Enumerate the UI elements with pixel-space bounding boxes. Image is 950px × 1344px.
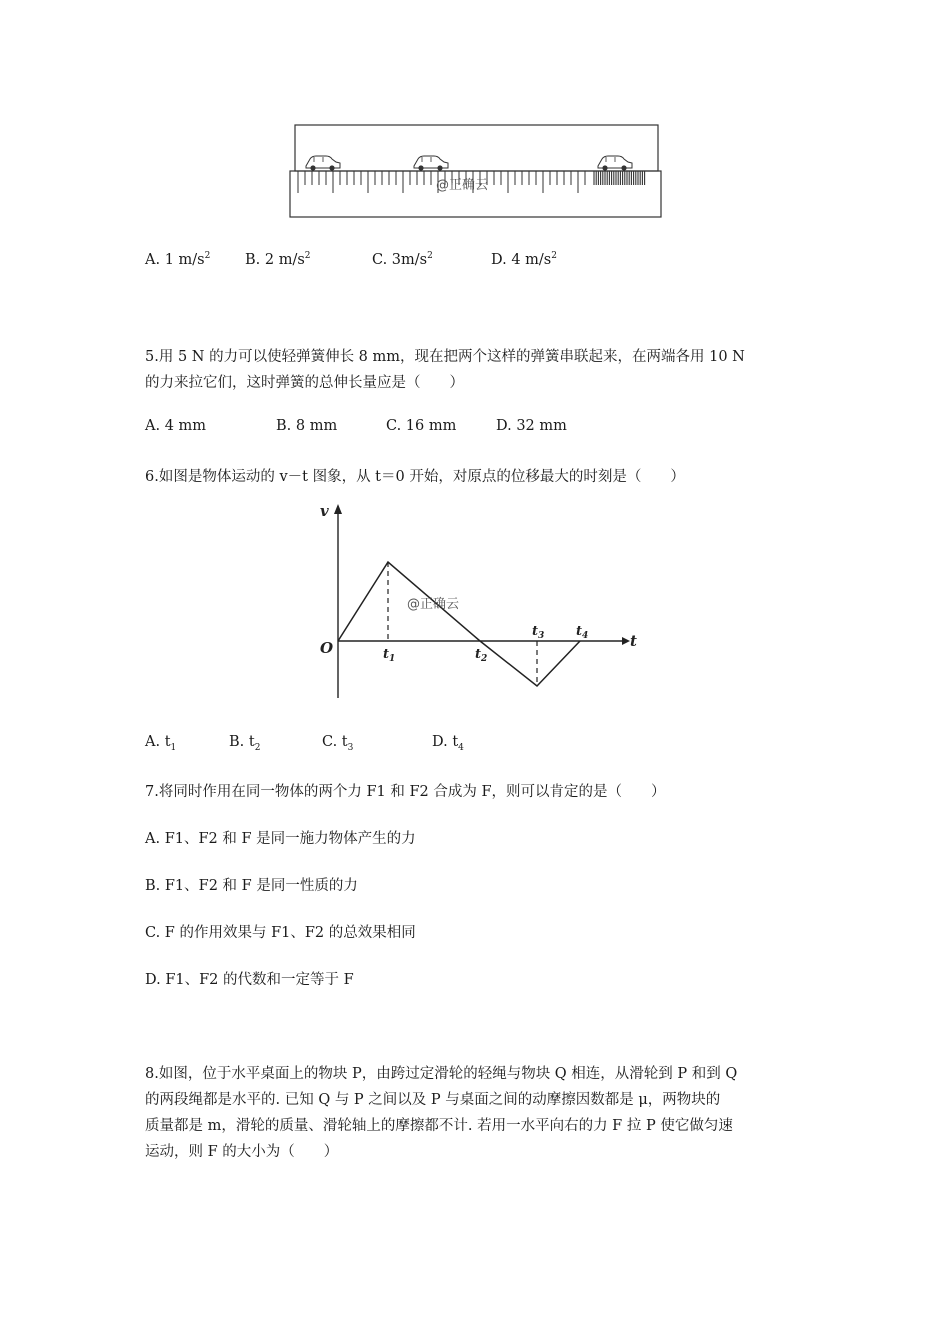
q7-option-d: D. F1、F2 的代数和一定等于 F bbox=[145, 972, 354, 988]
q7-option-c: C. F 的作用效果与 F1、F2 的总效果相同 bbox=[145, 925, 416, 941]
q4-option-d bbox=[491, 251, 557, 268]
ruler-car-figure bbox=[288, 122, 663, 220]
q6-option-b-text: B. t bbox=[229, 734, 255, 750]
t1-label-main: t bbox=[383, 647, 390, 662]
t1-label bbox=[383, 647, 395, 664]
q6-option-d-sub: 4 bbox=[458, 742, 464, 753]
t2-label-main: t bbox=[475, 647, 482, 662]
car-2-icon bbox=[414, 156, 448, 171]
q6-option-b-sub: 2 bbox=[254, 742, 261, 753]
car-3-icon bbox=[598, 156, 632, 171]
t3-label-sub: 3 bbox=[538, 631, 545, 641]
q4-option-b bbox=[245, 251, 311, 268]
vt-graph bbox=[310, 498, 640, 703]
q4-option-a-sup: 2 bbox=[204, 251, 211, 261]
graph-watermark: @正确云 bbox=[407, 597, 460, 612]
q7-option-a: A. F1、F2 和 F 是同一施力物体产生的力 bbox=[145, 831, 416, 847]
origin-label: O bbox=[320, 639, 334, 657]
t-label: t bbox=[630, 632, 637, 650]
q4-option-d-text: D. 4 m/s bbox=[491, 251, 552, 268]
t2-label bbox=[475, 647, 487, 664]
q8-line-3: 质量都是 m，滑轮的质量、滑轮轴上的摩擦都不计. 若用一水平向右的力 F 拉 P 使它做匀速 bbox=[145, 1118, 733, 1134]
q6-option-d-text: D. t bbox=[432, 734, 459, 750]
q4-option-a-text: A. 1 m/s bbox=[145, 251, 205, 268]
t3-label-main: t bbox=[532, 624, 539, 639]
v-axis-arrow-icon bbox=[334, 504, 342, 514]
t3-label bbox=[532, 624, 544, 641]
q4-option-d-sup: 2 bbox=[551, 251, 557, 261]
q8-line-1: 8.如图，位于水平桌面上的物块 P，由跨过定滑轮的轻绳与物块 Q 相连，从滑轮到 P 和到 Q bbox=[145, 1066, 738, 1082]
vt-graph-svg bbox=[310, 498, 640, 703]
q6-option-d bbox=[432, 734, 464, 753]
q5-line-1: 5.用 5 N 的力可以使轻弹簧伸长 8 mm，现在把两个这样的弹簧串联起来，在两端各用 10 N bbox=[145, 349, 745, 365]
q4-option-c-sup: 2 bbox=[427, 251, 433, 261]
t4-label-sub: 4 bbox=[582, 631, 589, 641]
v-label: v bbox=[320, 502, 329, 520]
q7-question: 7.将同时作用在同一物体的两个力 F1 和 F2 合成为 F，则可以肯定的是（ ） bbox=[145, 784, 666, 800]
t4-label-main: t bbox=[576, 624, 583, 639]
q6-option-a-text: A. t bbox=[145, 734, 171, 750]
car-1-icon bbox=[306, 156, 340, 171]
q6-question: 6.如图是物体运动的 v－t 图象，从 t＝0 开始，对原点的位移最大的时刻是（ ） bbox=[145, 469, 685, 485]
t1-label-sub: 1 bbox=[389, 654, 396, 664]
q6-option-a-sub: 1 bbox=[170, 742, 177, 753]
q4-option-b-text: B. 2 m/s bbox=[245, 251, 305, 268]
q6-option-c-sub: 3 bbox=[347, 742, 354, 753]
q4-option-a bbox=[145, 251, 210, 268]
q5-option-a: A. 4 mm bbox=[145, 418, 207, 434]
q5-option-b: B. 8 mm bbox=[276, 418, 338, 434]
ruler-diagram bbox=[288, 122, 663, 220]
q8-line-4: 运动，则 F 的大小为（ ） bbox=[145, 1144, 339, 1160]
q4-option-b-sup: 2 bbox=[304, 251, 311, 261]
q5-option-c: C. 16 mm bbox=[386, 418, 457, 434]
velocity-line bbox=[338, 562, 583, 686]
q4-option-c-text: C. 3m/s bbox=[372, 251, 428, 268]
q6-option-a bbox=[145, 734, 176, 753]
q7-option-b: B. F1、F2 和 F 是同一性质的力 bbox=[145, 878, 358, 894]
t-axis-arrow-icon bbox=[622, 637, 630, 645]
q5-line-2: 的力来拉它们，这时弹簧的总伸长量应是（ ） bbox=[145, 375, 464, 391]
t2-label-sub: 2 bbox=[481, 654, 488, 664]
q6-option-c-text: C. t bbox=[322, 734, 348, 750]
figure1-watermark: @正确云 bbox=[436, 178, 489, 193]
q4-option-c bbox=[372, 251, 433, 268]
q8-line-2: 的两段绳都是水平的. 已知 Q 与 P 之间以及 P 与桌面之间的动摩擦因数都是 μ，两物块的 bbox=[145, 1092, 721, 1108]
q6-option-c bbox=[322, 734, 353, 753]
t4-label bbox=[576, 624, 588, 641]
q6-option-b bbox=[229, 734, 260, 753]
q5-option-d: D. 32 mm bbox=[496, 418, 567, 434]
